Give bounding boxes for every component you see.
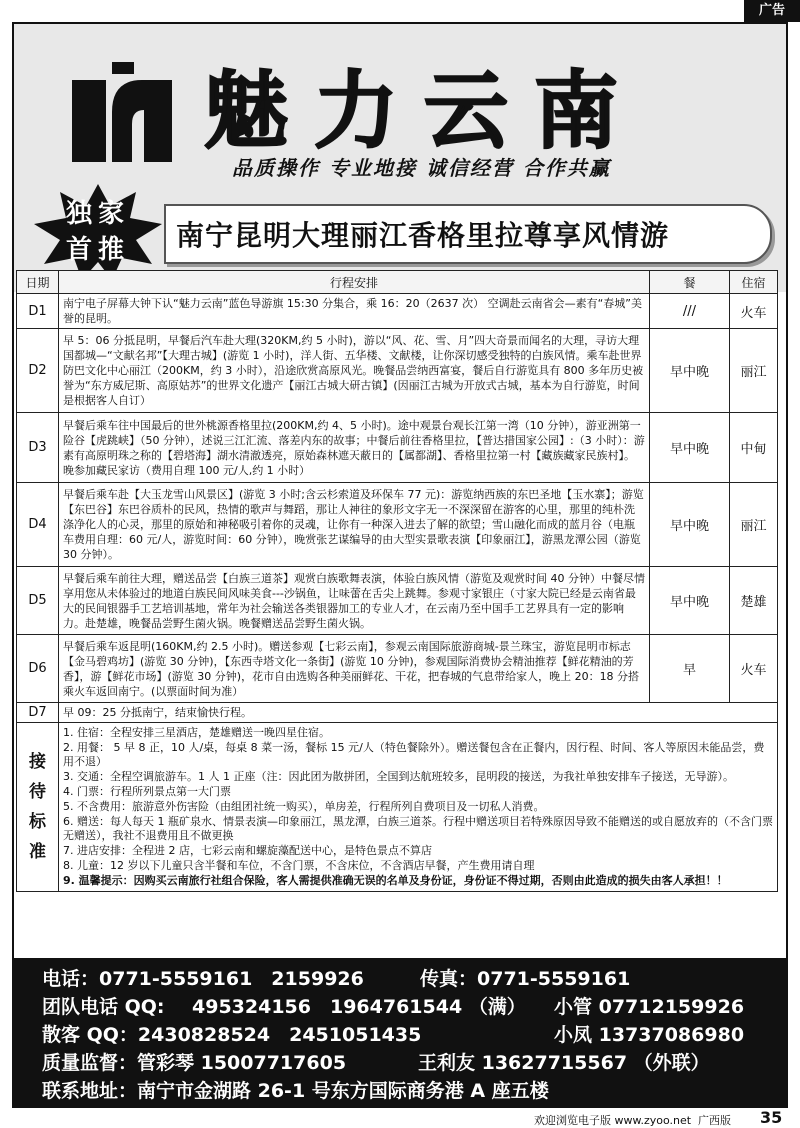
site-link[interactable]: 欢迎浏览电子版 www.zyoo.net: [534, 1114, 692, 1127]
route-title: 南宁昆明大理丽江香格里拉尊享风情游: [176, 219, 670, 252]
badge-line-2: 首推: [65, 235, 130, 265]
list-item: 1. 住宿：全程安排三星酒店，楚雄赠送一晚四星住宿。: [63, 726, 330, 739]
day-cell: D5: [17, 567, 59, 635]
badge-line-1: 独家: [65, 199, 130, 229]
standards-row: [17, 723, 778, 892]
retail-qq: 散客 QQ：2430828524 2451051435: [42, 1024, 422, 1046]
day-cell: D4: [17, 483, 59, 567]
stay-cell: 丽江: [730, 329, 778, 413]
brand-name: 魅力云南: [204, 61, 645, 160]
table-header-row: [17, 271, 778, 294]
meal-cell: 早中晚: [650, 413, 730, 483]
list-item: 2. 用餐： 5 早 8 正，10 人/桌，每桌 8 菜一汤，餐标 15 元/人（特色餐除外）。赠送餐包含在正餐内，因行程、时间、客人等原因未能品尝，费用不退）: [63, 741, 765, 768]
standards-cell: [59, 723, 778, 892]
fax-line: 传真：0771-5559161: [420, 968, 631, 990]
header-stay: 住宿: [730, 271, 778, 294]
stay-cell: 楚雄: [730, 567, 778, 635]
list-item: 6. 赠送：每人每天 1 瓶矿泉水、情景表演—印象丽江，黑龙潭，白族三道茶。行程中赠送项目若特殊原因导致不能赠送的或自愿放弃的（不含门票无赠送），我社不退费用且不做更换: [63, 815, 773, 842]
list-item: 8. 儿童：12 岁以下儿童只含半餐和车位，不含门票，不含床位，不含酒店早餐，产生费用请自理: [63, 859, 535, 872]
meal-cell: 早中晚: [650, 567, 730, 635]
plan-cell: 早餐后乘车赴【大玉龙雪山风景区】(游览 3 小时;含云杉索道及环保车 77 元)：游览纳西族的东巴圣地【玉水寨】；游览【东巴谷】东巴谷质朴的民风，热情的歌声与舞蹈，那让人神往的象形文字无一不深深留在游客的心里，那里的纯朴洗涤净化人的心灵，那里的原始和神秘吸引着你的灵魂，让你有一种深入进去了解的欲望；雪山融化而成的蓝月谷（电瓶车费用自理：60 元/人，游览时间：60 分钟），晚赏张艺谋编导的由大型实景歌表演【印象丽江】，游黑龙潭公园（游览 30 分钟）。: [59, 483, 650, 567]
table-row: [17, 703, 778, 723]
plan-cell: 早餐后乘车往中国最后的世外桃源香格里拉(200KM,约 4、5 小时)。途中观景台观长江第一湾（10 分钟），游亚洲第一险谷【虎跳峡】（50 分钟），述说三江汇流、落差内东的故事；中餐后前往香格里拉，【普达措国家公园】:（3 小时）：游素有高原明珠之称的【碧塔海】湖水清澈透亮，原始森林遮天蔽日的【属都湖】、香格里拉第一村【藏族藏家民族村】。晚参加藏民家访（费用自理 100 元/人,约 1 小时）: [59, 413, 650, 483]
standards-label-char: 待: [29, 782, 46, 802]
xiaofeng-phone: 小凤 13737086980: [554, 1024, 745, 1046]
company-logo-icon: [72, 62, 172, 162]
edition-label: 广西版: [698, 1114, 731, 1127]
team-qq-label: 团队电话 QQ:: [42, 996, 165, 1018]
brand-slogan: 品质操作 专业地接 诚信经营 合作共赢: [232, 156, 611, 180]
day-cell: D2: [17, 329, 59, 413]
table-row: [17, 567, 778, 635]
header-day: 日期: [17, 271, 59, 294]
header: [14, 24, 786, 292]
quality-supervisor: 质量监督：管彩琴 15007717605: [42, 1052, 347, 1074]
list-item: 7. 进店安排：全程进 2 店，七彩云南和螺旋藻配送中心，是特色景点不算店: [63, 844, 432, 857]
day-cell: D6: [17, 635, 59, 703]
plan-cell: 早 5：06 分抵昆明，早餐后汽车赴大理(320KM,约 5 小时)，游以“风、花、雪、月”四大奇景而闻名的大理，寻访大理国都城—“文献名邦”【大理古城】(游览 1 小时)，洋人街、五华楼、文献楼，让你深切感受独特的白族风情。乘车赴世界防巴文化中心丽江（200KM，约 3 小时），沿途欣赏高原风光。晚餐品尝纳西富宴，餐后自行游览具有 800 多年历史被誉为“东方威尼斯、高原姑苏”的世界文化遗产【丽江古城大研古镇】(因丽江古城为开放式古城，基本为自行游览，时间是根据客人自订）: [59, 329, 650, 413]
standards-label: [17, 723, 59, 892]
stay-cell: 火车: [730, 294, 778, 329]
header-plan: 行程安排: [59, 271, 650, 294]
table-row: [17, 329, 778, 413]
xiaoguan-phone: 小管 07712159926: [554, 996, 745, 1018]
meal-cell: 早中晚: [650, 483, 730, 567]
wang-phone: 王利友 13627715567 （外联）: [418, 1052, 710, 1074]
plan-cell: 早餐后乘车前往大理，赠送品尝【白族三道茶】观赏白族歌舞表演，体验白族风情（游览及观赏时间 40 分钟）中餐尽情享用您从未体验过的地道白族民间风味美食---沙锅鱼，让味蕾在舌尖上跳舞。参观寸家银庄（寸家大院已经是云南省最大的民间银器手工艺培训基地，常年为社会输送各类银器加工的专业人才，在云南乃至中国手工艺界具有一定的影响力。赴楚雄，晚餐品尝野生菌火锅。晚餐赠送品尝野生菌火锅。: [59, 567, 650, 635]
day-cell: D7: [17, 703, 59, 723]
page-footer: [0, 1108, 800, 1128]
address-line: 联系地址：南宁市金湖路 26-1 号东方国际商务港 A 座五楼: [42, 1080, 549, 1102]
page-number: 35: [760, 1108, 783, 1127]
ad-tag: 广告: [744, 0, 800, 22]
list-item: 9. 温馨提示：因购买云南旅行社组合保险，客人需提供准确无误的名单及身份证，身份证不得过期，否则由此造成的损失由客人承担！！: [63, 874, 728, 887]
table-row: [17, 413, 778, 483]
table-row: [17, 483, 778, 567]
stay-cell: 火车: [730, 635, 778, 703]
team-qq: 495324156 1964761544 （满）: [192, 996, 526, 1018]
stay-cell: 中甸: [730, 413, 778, 483]
table-row: [17, 294, 778, 329]
stay-cell: 丽江: [730, 483, 778, 567]
phone-line: 电话：0771-5559161 2159926: [42, 968, 364, 990]
badge-text: [48, 196, 148, 268]
plan-cell: 南宁电子屏幕大钟下认“魅力云南”蓝色导游旗 15:30 分集合，乘 16：20（2637 次） 空调赴云南省会—素有“春城”美誉的昆明。: [59, 294, 650, 329]
standards-label-char: 准: [29, 842, 46, 862]
header-meal: 餐: [650, 271, 730, 294]
day-cell: D3: [17, 413, 59, 483]
meal-cell: 早: [650, 635, 730, 703]
standards-label-char: 标: [29, 812, 46, 832]
list-item: 3. 交通：全程空调旅游车。1 人 1 正座（注：因此团为散拼团，全国到达航班较多，昆明段的接送，为我社单独安排车子接送，无导游）。: [63, 770, 734, 783]
meal-cell: ///: [650, 294, 730, 329]
standards-label-char: 接: [29, 752, 46, 772]
itinerary-table: [16, 270, 778, 892]
list-item: 5. 不含费用：旅游意外伤害险（由组团社统一购买），单房差，行程所列自费项目及一切私人消费。: [63, 800, 545, 813]
plan-cell: 早 09：25 分抵南宁，结束愉快行程。: [59, 703, 778, 723]
table-row: [17, 635, 778, 703]
meal-cell: 早中晚: [650, 329, 730, 413]
plan-cell: 早餐后乘车返昆明(160KM,约 2.5 小时)。赠送参观【七彩云南】，参观云南国际旅游商城-景兰珠宝，游览昆明市标志【金马碧鸡坊】(游览 30 分钟)，【东西寺塔文化一条街】(游览 10 分钟)，参观国际消费协会精油推荐【鲜花精油的芳香】，游【鲜花市场】(游览 30 分钟)，花市自由选购各种美丽鲜花、干花，把春城的气息带给家人，晚上 20：18 分搭乘火车返回南宁。(以票面时间为准）: [59, 635, 650, 703]
route-banner: [164, 204, 772, 264]
contact-footer: [14, 958, 786, 1108]
list-item: 4. 门票：行程所列景点第一大门票: [63, 785, 231, 798]
day-cell: D1: [17, 294, 59, 329]
standards-list: [63, 726, 773, 888]
